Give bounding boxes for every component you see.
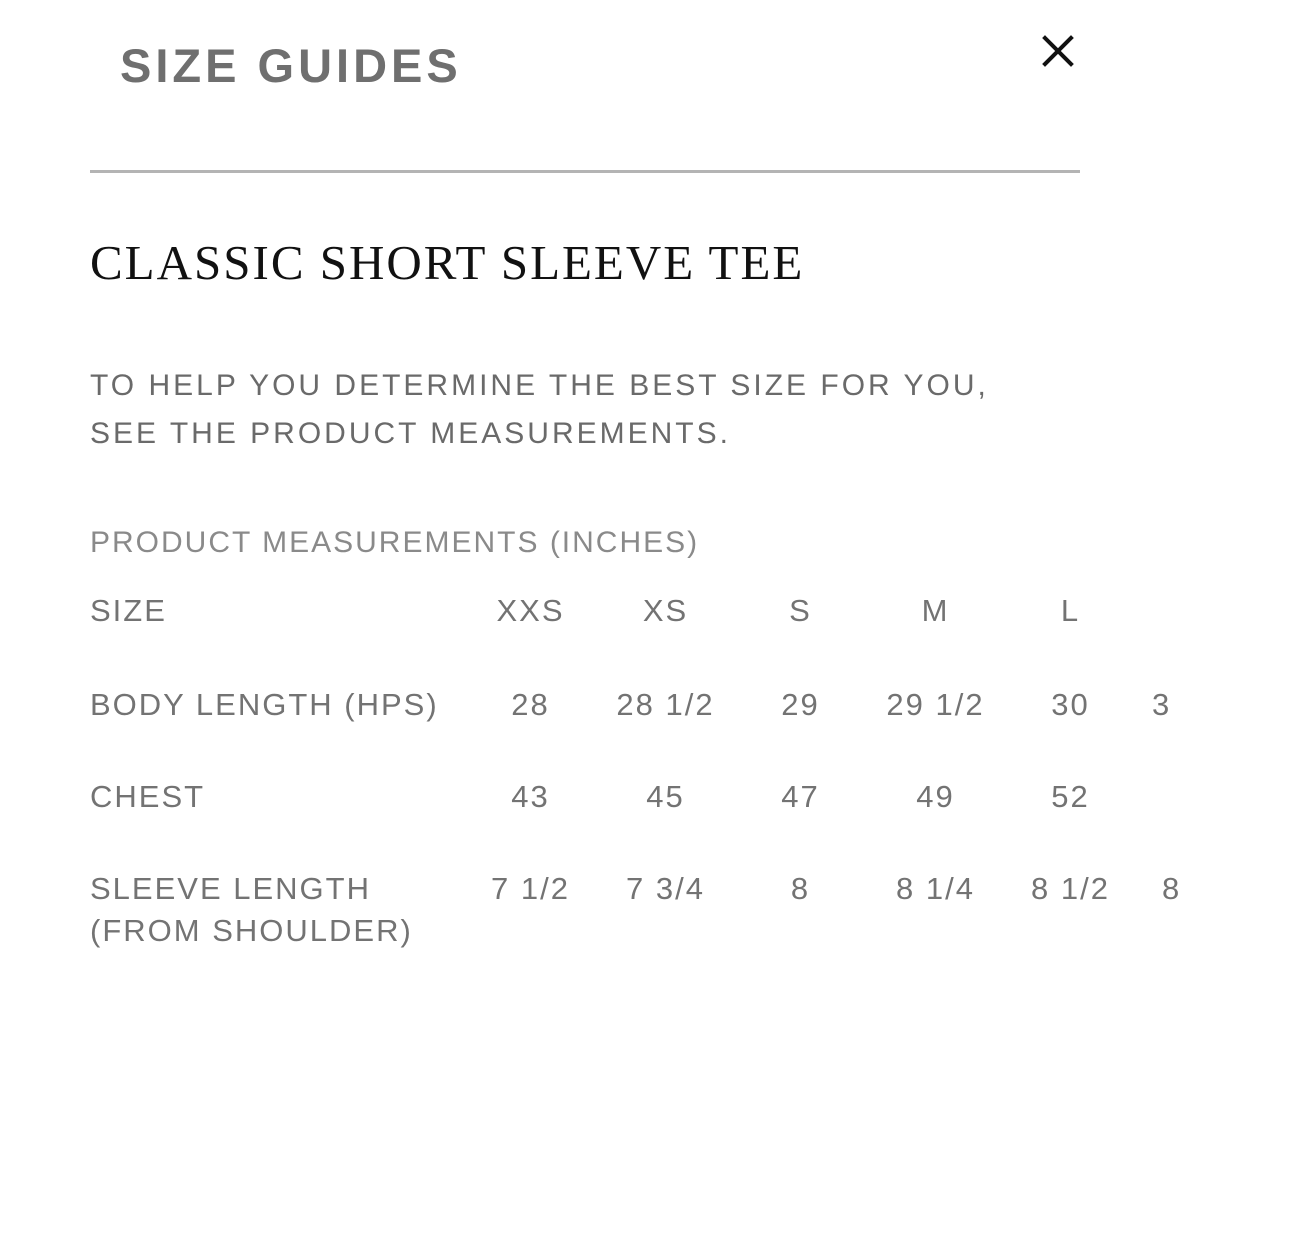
table-cell: 8 1/2	[1031, 871, 1110, 906]
table-cell: 7 1/2	[491, 871, 570, 906]
size-table	[90, 0, 1182, 1234]
table-cell: 8	[1162, 871, 1182, 906]
product-title: CLASSIC SHORT SLEEVE TEE	[90, 235, 805, 290]
table-cell: 49	[916, 779, 955, 814]
intro-line-2: SEE THE PRODUCT MEASUREMENTS.	[90, 417, 731, 450]
size-header-cell: XXS	[496, 593, 565, 628]
table-cell: 43	[511, 779, 550, 814]
table-row	[90, 684, 1290, 774]
size-header-label: SIZE	[90, 593, 167, 628]
size-header-cell: M	[921, 593, 950, 628]
table-cell: 52	[1051, 779, 1090, 814]
table-header-row	[90, 590, 1290, 680]
table-cell: 47	[781, 779, 820, 814]
size-header-cell: S	[789, 593, 812, 628]
table-cell: 30	[1051, 687, 1090, 722]
table-row	[90, 776, 1290, 866]
table-row	[90, 868, 1290, 968]
table-cell: 7 3/4	[626, 871, 705, 906]
table-caption: PRODUCT MEASUREMENTS (INCHES)	[90, 526, 700, 559]
table-cell: 28	[511, 687, 550, 722]
table-cell: 28 1/2	[616, 687, 715, 722]
table-cell: 3	[1152, 687, 1172, 722]
table-cell: 8	[790, 871, 811, 906]
row-label: CHEST	[90, 779, 206, 814]
table-cell: 8 1/4	[896, 871, 975, 906]
row-label: SLEEVE LENGTH (FROM SHOULDER)	[90, 871, 413, 948]
row-label: BODY LENGTH (HPS)	[90, 687, 439, 722]
size-header-cell: L	[1060, 593, 1081, 628]
table-cell: 29	[781, 687, 820, 722]
size-header-cell: XS	[642, 593, 689, 628]
table-cell: 45	[646, 779, 685, 814]
table-cell: 29 1/2	[886, 687, 985, 722]
modal-title: SIZE GUIDES	[120, 39, 462, 92]
intro-line-1: TO HELP YOU DETERMINE THE BEST SIZE FOR YOU,	[90, 369, 989, 402]
